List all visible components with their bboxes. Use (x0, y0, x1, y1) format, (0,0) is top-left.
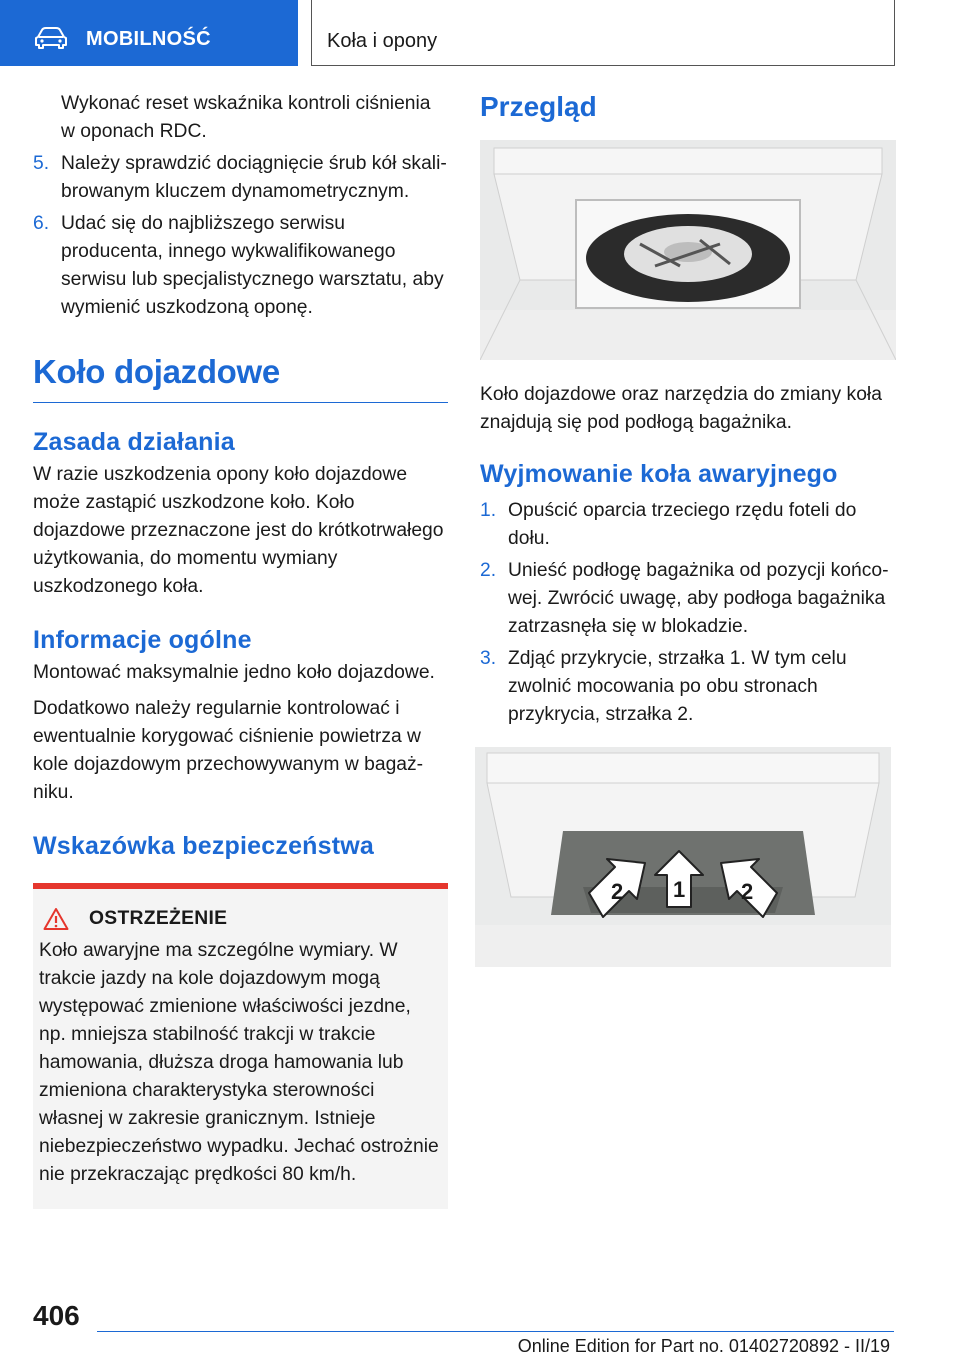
warning-header (39, 907, 440, 931)
arrow-2-right-label: 2 (741, 879, 754, 904)
left-column (33, 90, 448, 1209)
general-text-2: Dodatkowo należy regularnie kontrolować i ewentualnie korygować ciśnienie powietrza w kole dojazdowym przechowywanym w bagażniku. (33, 698, 424, 803)
edition-note: Online Edition for Part no. 01402720892 - II/19 (517, 1336, 890, 1356)
breadcrumb-label: Koła i opony (327, 30, 438, 52)
list-item (33, 210, 448, 322)
list-item (33, 150, 448, 206)
step-text: Należy sprawdzić dociągnięcie śrub kół skalibrowanym kluczem dynamometrycznym. (61, 153, 447, 202)
step-text: Udać się do najbliższego serwisu producenta, innego wykwalifikowanego serwisu lub specjalistycznego warsztatu, aby wymienić uszkodzoną oponę. (61, 213, 444, 318)
step-number: 6. (33, 213, 50, 234)
warning-text: Koło awaryjne ma szczególne wymiary. W trakcie jazdy na kole dojazdowym mogą występować zmienione właściwości jezdne, np. mniejsza stabilność trakcji w trakcie hamowania, dłuższa droga hamowania lub zmieniona charakterystyka sterowności własnej w zakresie granicznym. Istnieje niebezpieczeństwo wypadku. Jechać ostrożnie nie przekraczając prędkości 80 km/h. (39, 940, 439, 1185)
footer-divider (97, 1331, 894, 1332)
list-item (480, 497, 896, 553)
page-number: 406 (33, 1300, 80, 1331)
principle-heading: Zasada działania (33, 428, 235, 456)
removal-heading: Wyjmowanie koła awaryjnego (480, 460, 838, 488)
breadcrumb (311, 0, 895, 66)
step-text: Opuścić oparcia trzeciego rzędu foteli do dołu. (508, 500, 857, 549)
list-item (480, 645, 896, 729)
page-header (0, 0, 960, 66)
arrow-2-left-label: 2 (611, 879, 624, 904)
step-number: 1. (480, 500, 497, 521)
step-continuation: Wykonać reset wskaźnika kontroli ciśnienia w oponach RDC. (61, 93, 431, 142)
overview-heading: Przegląd (480, 91, 597, 122)
list-item (480, 557, 896, 641)
step-number: 5. (33, 153, 50, 174)
arrow-1-label: 1 (673, 877, 686, 902)
car-icon (34, 27, 68, 49)
warning-box (33, 883, 448, 1209)
trunk-cover-figure (475, 747, 891, 967)
general-text-1: Montować maksymalnie jedno koło dojazdowe. (33, 662, 435, 683)
warning-triangle-icon (43, 907, 69, 931)
step-text: Unieść podłogę bagażnika od pozycji końcowej. Zwrócić uwagę, aby podłoga bagażnika zatrzasnęła się w blokadzie. (508, 560, 889, 637)
safety-heading: Wskazówka bezpieczeństwa (33, 832, 375, 860)
step-text: Zdjąć przykrycie, strzałka 1. W tym celu zwolnić mocowania po obu stronach przykrycia, strzałka 2. (508, 648, 847, 725)
spare-wheel-figure (480, 140, 896, 360)
overview-caption: Koło dojazdowe oraz narzędzia do zmiany koła znajdują się pod podłogą bagażnika. (480, 384, 882, 433)
step-number: 3. (480, 648, 497, 669)
step-number: 2. (480, 560, 497, 581)
right-column (480, 90, 896, 972)
section-label: MOBILNOŚĆ (86, 28, 211, 50)
principle-text: W razie uszkodzenia opony koło dojazdowe może zastąpić uszkodzone koło. Koło dojazdowe przeznaczone jest do krótkotrwałego użytkowania, do momentu wymiany uszkodzonego koła. (33, 464, 444, 597)
chapter-title: Koło dojazdowe (33, 352, 448, 403)
section-tab (0, 0, 298, 66)
general-heading: Informacje ogólne (33, 626, 252, 654)
warning-title: OSTRZEŻENIE (89, 908, 228, 929)
